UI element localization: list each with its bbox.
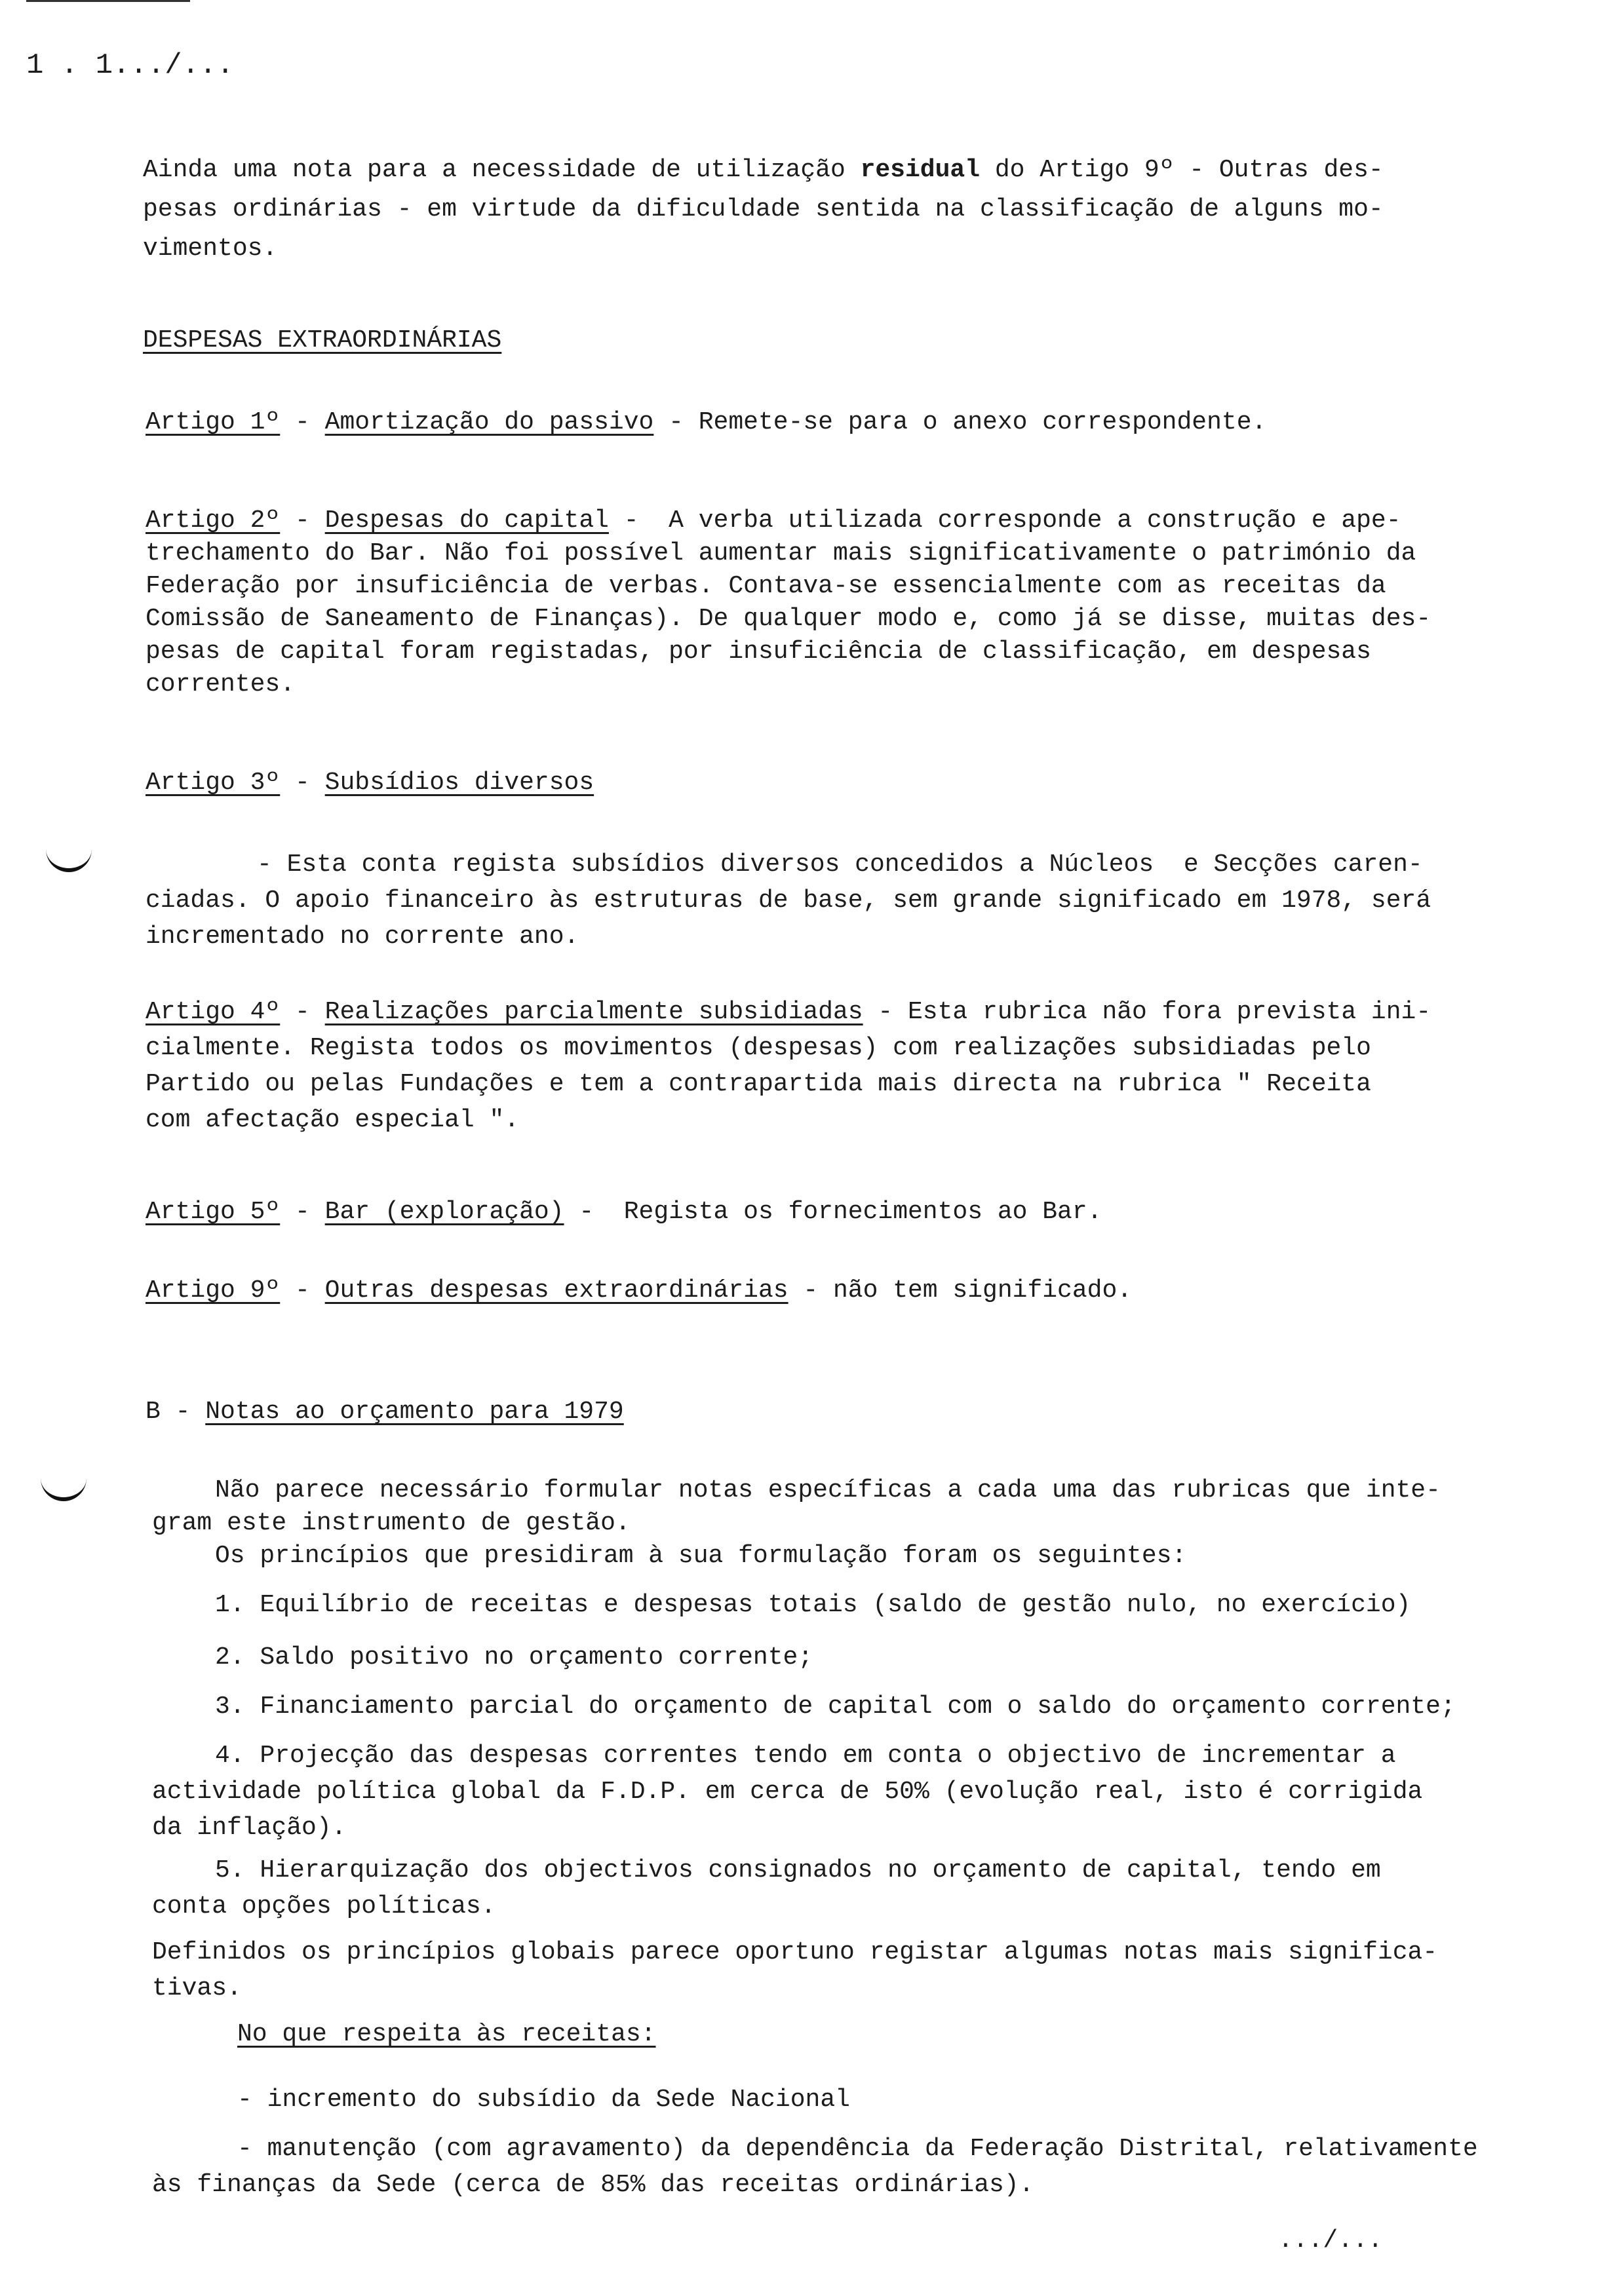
hand-mark [46,842,92,872]
principle-3: 3. Financiamento parcial do orçamento de capital com o saldo do orçamento corrente; [215,1693,1456,1721]
page-reference: 1 . 1.../... [26,49,234,82]
artigo-2-line-3: Federação por insuficiência de verbas. Contava-se essencialmente com as receitas da [146,572,1386,600]
artigo-3-heading: Artigo 3º - Subsídios diversos [146,769,594,797]
definitions-line-2: tivas. [152,1974,242,2002]
receitas-heading: No que respeita às receitas: [237,2020,656,2048]
principle-2: 2. Saldo positivo no orçamento corrente; [215,1643,813,1672]
intro-line-3: vimentos. [143,235,278,263]
artigo-5: Artigo 5º - Bar (exploração) - Regista os fornecimentos ao Bar. [146,1198,1102,1226]
artigo-4-line-4: com afectação especial ". [146,1106,520,1134]
artigo-9: Artigo 9º - Outras despesas extraordinárias - não tem significado. [146,1276,1133,1305]
principle-5-line-1: 5. Hierarquização dos objectivos consignados no orçamento de capital, tendo em [215,1856,1381,1885]
principle-1: 1. Equilíbrio de receitas e despesas totais (saldo de gestão nulo, no exercício) [215,1591,1411,1619]
principle-4-line-2: actividade política global da F.D.P. em cerca de 50% (evolução real, isto é corrigida [152,1778,1423,1806]
intro-line-2: pesas ordinárias - em virtude da dificuldade sentida na classificação de alguns mo- [143,195,1384,223]
artigo-3-line-3: incrementado no corrente ano. [146,923,579,951]
artigo-2-line-6: correntes. [146,670,296,698]
artigo-2-line-5: pesas de capital foram registadas, por insuficiência de classificação, em despesas [146,638,1371,666]
intro-line-1: Ainda uma nota para a necessidade de utilização residual do Artigo 9º - Outras des- [143,156,1384,184]
receitas-item-2-line-1: - manutenção (com agravamento) da dependência da Federação Distrital, relativamente [237,2135,1478,2163]
artigo-4-line-1: Artigo 4º - Realizações parcialmente subsidiadas - Esta rubrica não fora prevista ini- [146,998,1431,1026]
receitas-item-1: - incremento do subsídio da Sede Nacional [237,2086,850,2114]
artigo-3-line-1: - Esta conta regista subsídios diversos concedidos a Núcleos e Secções caren- [257,851,1423,879]
principle-4-line-1: 4. Projecção das despesas correntes tendo em conta o objectivo de incrementar a [215,1742,1396,1770]
notes-line-1: Não parece necessário formular notas específicas a cada uma das rubricas que inte- [215,1476,1441,1504]
artigo-4-line-3: Partido ou pelas Fundações e tem a contrapartida mais directa na rubrica " Receita [146,1070,1371,1098]
artigo-2-line-1: Artigo 2º - Despesas do capital - A verba utilizada corresponde a construção e ape- [146,507,1401,535]
artigo-4-line-2: cialmente. Regista todos os movimentos (despesas) com realizações subsidiadas pelo [146,1034,1371,1062]
principle-5-line-2: conta opções políticas. [152,1892,496,1921]
notes-line-3: Os princípios que presidiram à sua formulação foram os seguintes: [215,1542,1187,1570]
top-rule [26,0,190,2]
principle-4-line-3: da inflação). [152,1814,347,1842]
hand-mark [41,1471,87,1501]
artigo-3-line-2: ciadas. O apoio financeiro às estruturas de base, sem grande significado em 1978, será [146,887,1431,915]
section-b-heading: B - Notas ao orçamento para 1979 [146,1398,624,1426]
section-title: DESPESAS EXTRAORDINÁRIAS [143,326,502,354]
artigo-2-line-2: trechamento do Bar. Não foi possível aumentar mais significativamente o património da [146,539,1416,567]
continuation-marker: .../... [1278,2227,1383,2255]
definitions-line-1: Definidos os princípios globais parece oportuno registar algumas notas mais significa- [152,1938,1438,1966]
artigo-1: Artigo 1º - Amortização do passivo - Remete-se para o anexo correspondente. [146,408,1267,436]
notes-line-2: gram este instrumento de gestão. [152,1509,631,1537]
artigo-2-line-4: Comissão de Saneamento de Finanças). De qualquer modo e, como já se disse, muitas des- [146,605,1431,633]
receitas-item-2-line-2: às finanças da Sede (cerca de 85% das receitas ordinárias). [152,2171,1034,2199]
